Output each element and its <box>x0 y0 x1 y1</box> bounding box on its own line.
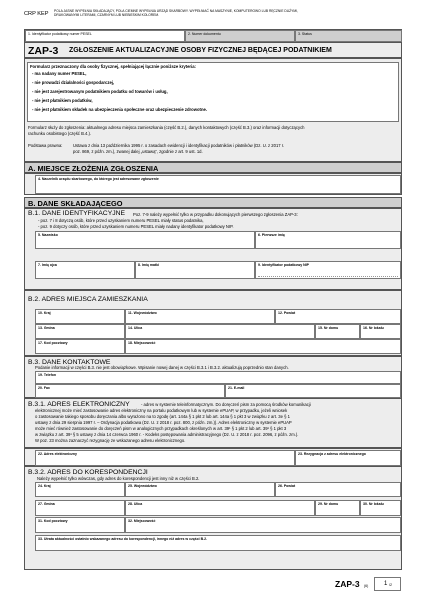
fax-field[interactable]: 20. Fax <box>35 384 225 398</box>
instruction-line-2: DRUKOWANYMI LITERAMI, CZARNYM LUB NIEBIESKIM KOLOREM. <box>54 13 160 17</box>
section-b-header <box>24 197 402 208</box>
postal-code-field[interactable]: 17. Kod pocztowy <box>35 339 125 354</box>
instruction-line-1: POLA JASNE WYPEŁNIA SKŁADAJĄCY, POLA CIEMNE WYPEŁNIA URZĄD SKARBOWY. WYPEŁNIAĆ NA MASZYNIE, KOMPUTEROWO LUB RĘCZNIE DUŻYMI, <box>54 9 298 13</box>
title-bar <box>24 42 402 58</box>
footer-form-code: ZAP-3 <box>335 579 360 589</box>
mother-name-field[interactable]: 8. Imię matki <box>135 261 255 279</box>
document-number-field: 2. Numer dokumentu <box>185 30 295 42</box>
country-field[interactable]: 10. Kraj <box>35 309 125 324</box>
corr-voivodeship-field[interactable]: 25. Województwo <box>125 482 275 497</box>
b31-text: w związku z art. 39¹ § 5 ustawy z dnia 14 czerwca 1960 r. - Kodeks postępowania administracyjnego (Dz. U. z 2018 r. poz. 2096, z późn. zm.). <box>35 432 299 437</box>
b32-note: Należy wypełnić tylko wówczas, gdy adres do korespondencji jest inny niż w części B.2. <box>37 476 200 481</box>
corr-commune-field[interactable]: 27. Gmina <box>35 500 125 516</box>
form-page <box>24 9 402 595</box>
legal-basis-text-1: Ustawa z dnia 13 października 1995 r. o zasadach ewidencji i identyfikacji podatników i płatników (Dz. U. z 2017 r. <box>73 143 285 148</box>
form-title: ZGŁOSZENIE AKTUALIZACYJNE OSOBY FIZYCZNEJ BĘDĄCEJ PODATNIKIEM <box>69 47 332 54</box>
criteria-item: - nie jest płatnikiem składek na ubezpieczenia społeczne oraz ubezpieczenie zdrowotne. <box>32 107 207 112</box>
surname-field[interactable]: 5. Nazwisko <box>35 231 255 249</box>
form-code: ZAP-3 <box>28 45 59 57</box>
corr-postal-code-field[interactable]: 31. Kod pocztowy <box>35 517 125 533</box>
street-field[interactable]: 14. Ulica <box>125 324 315 339</box>
page-number: 1 <box>384 581 388 587</box>
criteria-box <box>27 62 399 122</box>
b31-text: o zastosowanie takiego sposobu doręczania albo wyrażono na to zgodę (art. 144a § 1 pkt 2 lub art. 144a § 1 pkt 3 w związku z art. 3e § 1 <box>35 414 290 419</box>
corr-county-field[interactable]: 26. Powiat <box>275 482 401 497</box>
section-b3-title: B.3. DANE KONTAKTOWE <box>28 359 111 366</box>
b31-text: może mieć również zastosowanie do doręczeń pism w analogicznych przypadkach określonych w art. 39¹ § 1 pkt 2 lub art. 39¹ § 1 pkt 3 <box>35 426 287 431</box>
b3-note: Podanie informacji w części B.3. nie jest obowiązkowe. Wpisanie nowej danej w części B.3.1 i B.3.2. aktualizują poprzednio stan danych. <box>35 365 289 370</box>
corr-house-number-field[interactable]: 29. Nr domu <box>315 500 360 516</box>
city-field[interactable]: 18. Miejscowość <box>125 339 401 354</box>
tax-office-field[interactable]: 4. Naczelnik urzędu skarbowego, do którego jest adresowane zgłoszenie <box>35 175 401 194</box>
section-b31 <box>24 398 402 448</box>
criteria-item: - nie jest zarejestrowanym podatnikiem podatku od towarów i usług, <box>32 89 168 94</box>
section-a-title: A. MIEJSCE ZŁOŻENIA ZGŁOSZENIA <box>28 164 159 173</box>
section-b31-title: B.3.1. ADRES ELEKTRONICZNY <box>28 401 130 408</box>
corr-address-expiry-field[interactable]: 33. Utrata aktualności ostatnio wskazanego adresu do korespondencji, innego niż adres w części B.2. <box>35 535 401 551</box>
b31-text: - adres w systemie teleinformatycznym. Do doręczeń pism za pomocą środków komunikacji <box>141 402 311 407</box>
identifiers-row <box>24 29 402 42</box>
resign-electronic-address-field[interactable]: 23. Rezygnacja z adresu elektronicznego <box>295 450 401 466</box>
fill-instructions <box>54 9 402 17</box>
section-b1 <box>24 208 402 290</box>
b1-note-2: - poz. 7 i 8 dotyczą osób, które przed uzyskaniem numeru PESEL miały status podatnika, <box>38 218 204 223</box>
section-b31-fields <box>24 448 402 466</box>
section-b32 <box>24 466 402 570</box>
criteria-item: - nie jest płatnikiem podatków, <box>32 98 93 103</box>
corr-apartment-number-field[interactable]: 30. Nr lokalu <box>360 500 401 516</box>
section-b1-title: B.1. DANE IDENTYFIKACYJNE <box>28 210 126 217</box>
legal-basis-label: Podstawa prawna: <box>28 143 63 148</box>
section-b2 <box>24 290 402 356</box>
b1-note-3: - poz. 9 dotyczy osób, które przed uzyskaniem numeru PESEL miały nadany identyfikator podatkowy NIP. <box>38 224 234 229</box>
apartment-number-field[interactable]: 16. Nr lokalu <box>360 324 401 339</box>
section-a-body <box>24 173 402 195</box>
legal-basis-text-2: poz. 869, z późn. zm.), zwanej dalej „ustawą”, zgodnie z art. 9 ust. 1d. <box>73 149 203 154</box>
phone-field[interactable]: 19. Telefon <box>35 371 401 384</box>
b1-note-1: Poz. 7-9 należy wypełnić tylko w przypadku dokonujących pierwszego zgłoszenia ZAP-3: <box>133 212 298 217</box>
email-field[interactable]: 21. E-mail <box>225 384 401 398</box>
criteria-item: - nie prowadzi działalności gospodarczej, <box>32 80 115 85</box>
status-field: 3. Status <box>295 30 402 42</box>
commune-field[interactable]: 13. Gmina <box>35 324 125 339</box>
electronic-address-field[interactable]: 22. Adres elektroniczny <box>35 450 295 466</box>
house-number-field[interactable]: 15. Nr domu <box>315 324 360 339</box>
first-name-field[interactable]: 6. Pierwsze imię <box>255 231 401 249</box>
criteria-item: - ma nadany numer PESEL, <box>32 71 87 76</box>
footer-version: (6) <box>364 584 369 588</box>
nip-digit-guides <box>258 276 398 277</box>
section-b3 <box>24 356 402 398</box>
section-b-title: B. DANE SKŁADAJĄCEGO <box>28 199 123 208</box>
page-number-box <box>374 577 401 591</box>
b31-text: W poz. 23 można zaznaczyć rezygnację ze wskazanego adresu elektronicznego. <box>35 438 186 443</box>
corr-city-field[interactable]: 32. Miejscowość <box>125 517 401 533</box>
page-footer <box>24 577 402 595</box>
crp-kep-label: CRP KEP <box>24 11 49 17</box>
voivodeship-field[interactable]: 11. Województwo <box>125 309 275 324</box>
pesel-field[interactable]: 1. Identyfikator podatkowy numer PESEL <box>25 30 185 42</box>
corr-street-field[interactable]: 28. Ulica <box>125 500 315 516</box>
section-a-header <box>24 162 402 173</box>
page-total: /2 <box>389 583 392 587</box>
top-header <box>24 9 402 29</box>
b31-text: elektronicznej może mieć zastosowanie adres elektroniczny na portalu podatkowym lub w systemie ePUAP, w przypadku, jeżeli wniosek <box>35 408 288 413</box>
b31-text: ustawy z dnia 29 sierpnia 1997 r. – Ordynacja podatkowa (Dz. U. z 2018 r. poz. 800, z późn. zm.)). Adres elektroniczny w systemie ePUAP <box>35 420 292 425</box>
criteria-heading: Formularz przeznaczony dla osoby fizycznej, spełniającej łącznie poniższe kryteria: <box>30 64 196 69</box>
intro-section <box>24 58 402 162</box>
section-b2-title: B.2. ADRES MIEJSCA ZAMIESZKANIA <box>28 296 148 303</box>
nip-field[interactable]: 9. Identyfikator podatkowy NIP <box>255 261 401 279</box>
father-name-field[interactable]: 7. Imię ojca <box>35 261 135 279</box>
county-field[interactable]: 12. Powiat <box>275 309 401 324</box>
purpose-text-2: rachunku osobistego (część B.4.). <box>28 131 92 136</box>
section-b32-title: B.3.2. ADRES DO KORESPONDENCJI <box>28 469 148 476</box>
purpose-text-1: Formularz służy do zgłoszenia: aktualnego adresu miejsca zamieszkania (część B.2.), danych kontaktowych (część B.3.) oraz informacji dotyczących <box>28 125 305 130</box>
corr-country-field[interactable]: 24. Kraj <box>35 482 125 497</box>
